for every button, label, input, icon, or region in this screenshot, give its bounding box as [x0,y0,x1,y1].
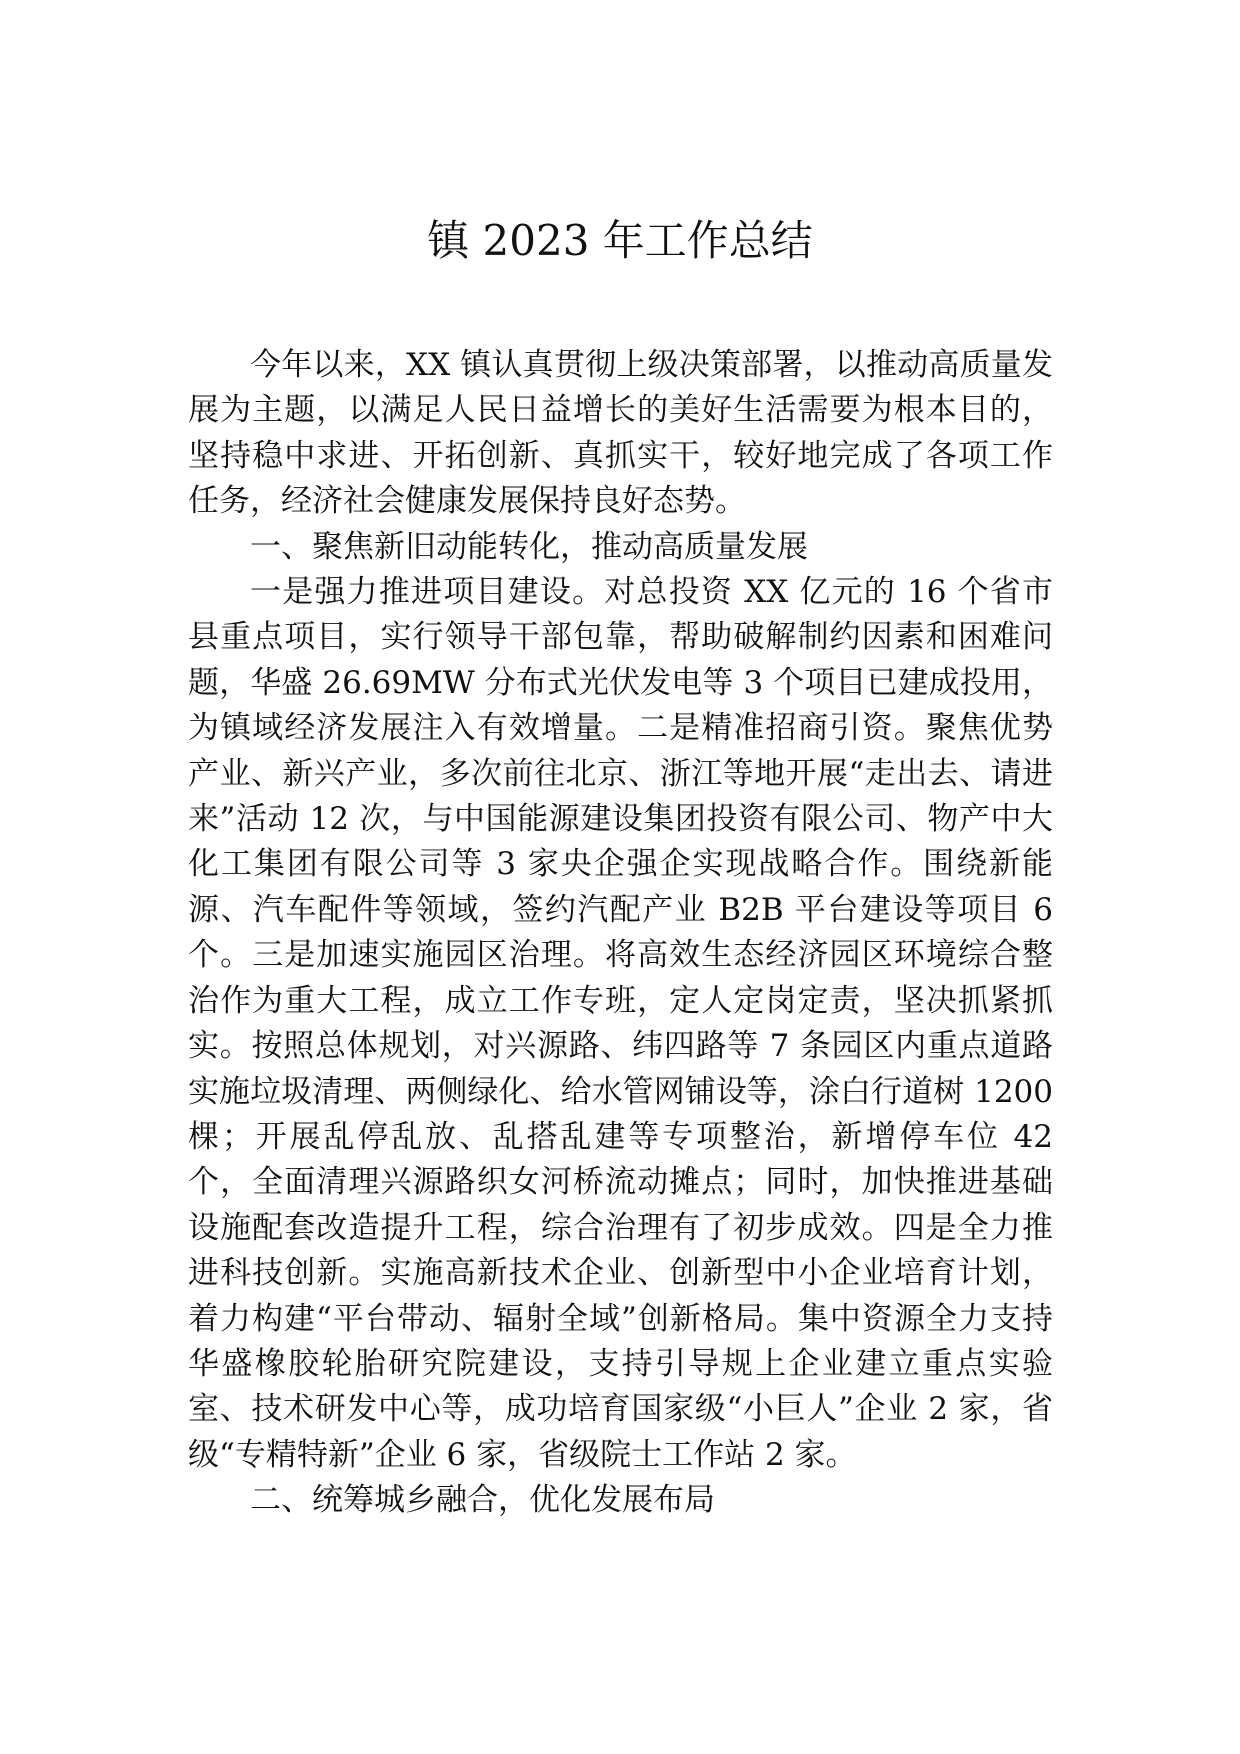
section-heading-1: 一、聚焦新旧动能转化，推动高质量发展 [250,528,808,565]
section-heading-2: 二、统筹城乡融合，优化发展布局 [250,1482,715,1519]
section-1-paragraph: 一是强力推进项目建设。对总投资 XX 亿元的 16 个省市县重点项目，实行领导干部包靠，帮助破解制约因素和困难问题，华盛 26.69MW 分布式光伏发电等 3 个项目已建成投用，为镇域经济发展注入有效增量。二是精准招商引资。聚焦优势产业、新兴产业，多次前往北京、浙江等地开展“走出去、请进来”活动 12 次，与中国能源建设集团投资有限公司、物产中大化工集团有限公司等 3 家央企强企实现战略合作。围绕新能源、汽车配件等领域，签约汽配产业 B2B 平台建设等项目 6 个。三是加速实施园区治理。将高效生态经济园区环境综合整治作为重大工程，成立工作专班，定人定岗定责，坚决抓紧抓实。按照总体规划，对兴源路、纬四路等 7 条园区内重点道路实施垃圾清理、两侧绿化、给水管网铺设等，涂白行道树 1200 棵；开展乱停乱放、乱搭乱建等专项整治，新增停车位 42 个，全面清理兴源路织女河桥流动摊点；同时，加快推进基础设施配套改造提升工程，综合治理有了初步成效。四是全力推进科技创新。实施高新技术企业、创新型中小企业培育计划，着力构建“平台带动、辐射全域”创新格局。集中资源全力支持华盛橡胶轮胎研究院建设，支持引导规上企业建立重点实验室、技术研发中心等，成功培育国家级“小巨人”企业 2 家，省级“专精特新”企业 6 家，省级院士工作站 2 家。 [188,574,1053,1473]
document-title: 镇 2023 年工作总结 [427,216,813,265]
intro-paragraph: 今年以来，XX 镇认真贯彻上级决策部署，以推动高质量发展为主题，以满足人民日益增长的美好生活需要为根本目的，坚持稳中求进、开拓创新、真抓实干，较好地完成了各项工作任务，经济社会健康发展保持良好态势。 [188,347,1053,520]
document-body [188,343,1053,1524]
